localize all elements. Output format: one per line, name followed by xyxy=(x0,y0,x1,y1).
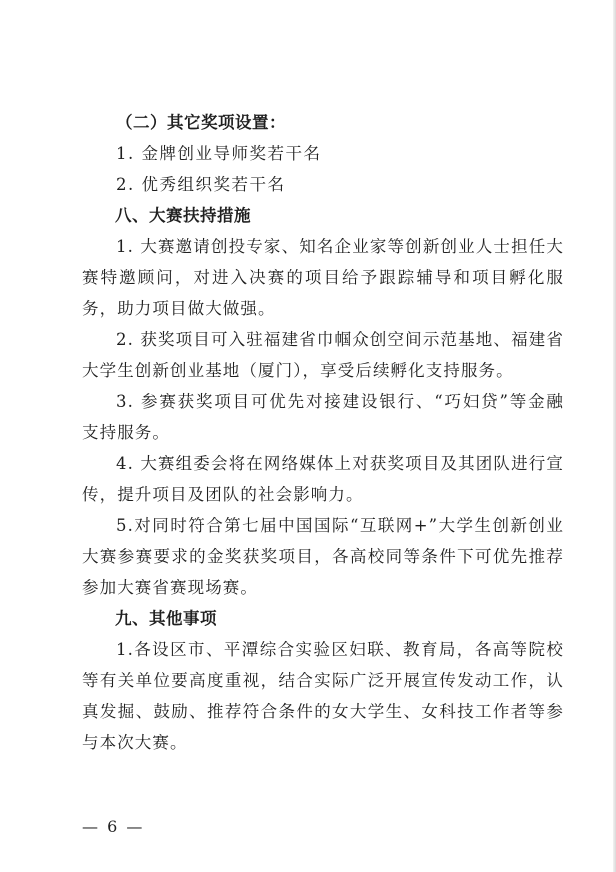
list-item: 2. 优秀组织奖若干名 xyxy=(116,175,286,194)
page-number: — 6 — xyxy=(82,817,145,836)
list-item: 1. 金牌创业导师奖若干名 xyxy=(116,144,322,163)
paragraph: 2. 获奖项目可入驻福建省巾帼众创空间示范基地、福建省大学生创新创业基地（厦门），享受后续孵化支持服务。 xyxy=(82,330,564,380)
paragraph: 5.对同时符合第七届中国国际“互联网+”大学生创新创业大赛参赛要求的金奖获奖项目，各高校同等条件下可优先推荐参加大赛省赛现场赛。 xyxy=(82,516,564,597)
paragraph: 1.各设区市、平潭综合实验区妇联、教育局，各高等院校等有关单位要高度重视，结合实际广泛开展宣传发动工作，认真发掘、鼓励、推荐符合条件的女大学生、女科技工作者等参与本次大赛。 xyxy=(82,640,564,752)
heading-support-measures: 八、大赛扶持措施 xyxy=(115,206,251,225)
paragraph: 1. 大赛邀请创投专家、知名企业家等创新创业人士担任大赛特邀顾问，对进入决赛的项目给予跟踪辅导和项目孵化服务，助力项目做大做强。 xyxy=(82,237,564,318)
heading-other-awards: （二）其它奖项设置： xyxy=(116,113,286,132)
page-content xyxy=(82,107,564,758)
paragraph: 4. 大赛组委会将在网络媒体上对获奖项目及其团队进行宣传，提升项目及团队的社会影响力。 xyxy=(82,454,564,504)
heading-other-matters: 九、其他事项 xyxy=(115,609,217,628)
paragraph: 3. 参赛获奖项目可优先对接建设银行、“巧妇贷”等金融支持服务。 xyxy=(82,392,564,442)
